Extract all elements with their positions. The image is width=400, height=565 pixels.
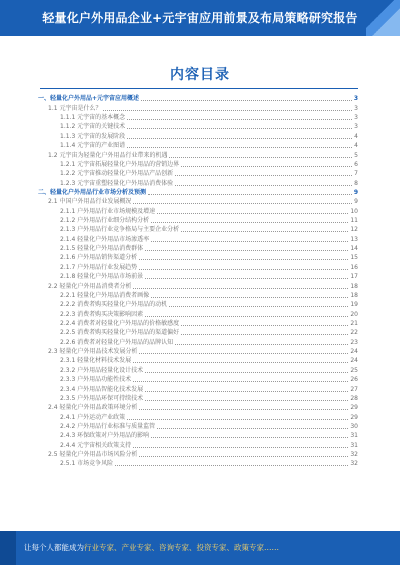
toc-entry-text: 2.4.2 户外用品行业标准与质量监管 — [60, 422, 156, 430]
toc-leader-dots — [181, 230, 348, 232]
toc-entry[interactable] — [38, 347, 358, 356]
toc-entry-page: 22 — [350, 329, 358, 337]
toc-leader-dots — [151, 221, 348, 223]
toc-entry[interactable] — [38, 150, 358, 159]
toc-leader-dots — [157, 427, 348, 429]
toc-entry-text: 2.1.5 轻量化户外用品消费群体 — [60, 245, 144, 253]
toc-entry-text: 2.4.3 环保政策对户外用品的影响 — [60, 432, 150, 440]
toc-leader-dots — [115, 464, 348, 466]
toc-entry[interactable] — [38, 309, 358, 318]
toc-entry-page: 7 — [354, 170, 358, 178]
toc-entry-page: 13 — [350, 235, 358, 243]
toc-entry[interactable] — [38, 253, 358, 262]
toc-entry-page: 24 — [350, 357, 358, 365]
toc-leader-dots — [175, 184, 352, 186]
toc-entry-page: 31 — [350, 441, 358, 449]
toc-entry-page: 21 — [350, 319, 358, 327]
toc-entry-text: 2.5.1 市场竞争风险 — [60, 460, 114, 468]
toc-entry-page: 3 — [354, 123, 358, 131]
toc-entry-page: 4 — [354, 142, 358, 150]
toc-entry[interactable] — [38, 328, 358, 337]
toc-entry-text: 2.2.5 消费者购买轻量化户外用品的渠道偏好 — [60, 329, 180, 337]
table-of-contents — [38, 94, 358, 468]
toc-entry[interactable] — [38, 244, 358, 253]
toc-entry-page: 10 — [350, 207, 358, 215]
toc-entry-text: 2.2.3 消费者购买决策影响因素 — [60, 310, 144, 318]
toc-leader-dots — [127, 146, 352, 148]
toc-entry[interactable] — [38, 225, 358, 234]
toc-leader-dots — [148, 193, 352, 195]
toc-entry[interactable] — [38, 394, 358, 403]
toc-entry-page: 19 — [350, 301, 358, 309]
toc-entry-text: 2.3.1 轻量化材料技术发展 — [60, 357, 132, 365]
toc-entry-page: 29 — [350, 404, 358, 412]
toc-entry-page: 5 — [354, 151, 358, 159]
toc-entry-text: 2.4 轻量化户外用品政策环境分析 — [48, 404, 138, 412]
toc-entry-page: 16 — [350, 263, 358, 271]
toc-entry[interactable] — [38, 319, 358, 328]
toc-leader-dots — [133, 361, 348, 363]
toc-entry-text: 1.1.1 元宇宙的基本概念 — [60, 114, 126, 122]
toc-entry-text: 2.2 轻量化户外用品消费者分析 — [48, 282, 132, 290]
toc-entry-page: 15 — [350, 254, 358, 262]
toc-entry-page: 6 — [354, 160, 358, 168]
footer-slogan — [24, 531, 279, 565]
toc-entry-page: 18 — [350, 282, 358, 290]
toc-entry-text: 1.1.4 元宇宙的产业图谱 — [60, 142, 126, 150]
toc-entry-text: 2.1.6 户外用品销售渠道分析 — [60, 254, 138, 262]
toc-leader-dots — [127, 137, 352, 139]
toc-leader-dots — [151, 436, 348, 438]
toc-entry[interactable] — [38, 440, 358, 449]
toc-entry-text: 2.1.7 户外用品行业发展趋势 — [60, 263, 138, 271]
toc-entry-page: 25 — [350, 366, 358, 374]
toc-entry[interactable] — [38, 272, 358, 281]
toc-entry-page: 9 — [353, 188, 358, 196]
toc-entry[interactable] — [38, 291, 358, 300]
toc-entry-page: 20 — [350, 310, 358, 318]
toc-entry-text: 2.3 轻量化户外用品技术发展分析 — [48, 348, 138, 356]
toc-entry[interactable] — [38, 356, 358, 365]
toc-entry-text: 2.1.3 户外用品行业竞争格局与主要企业分析 — [60, 226, 180, 234]
toc-leader-dots — [181, 165, 352, 167]
toc-entry-text: 2.2.2 消费者购买轻量化户外用品的动机 — [60, 301, 168, 309]
toc-entry-page: 3 — [354, 114, 358, 122]
toc-entry[interactable] — [38, 337, 358, 346]
toc-leader-dots — [151, 296, 348, 298]
toc-entry[interactable] — [38, 234, 358, 243]
toc-entry[interactable] — [38, 131, 358, 140]
report-title: 轻量化户外用品企业+元宇宙应用前景及布局策略研究报告 — [42, 11, 358, 25]
toc-leader-dots — [145, 315, 348, 317]
toc-entry[interactable] — [38, 178, 358, 187]
toc-leader-dots — [139, 455, 348, 457]
toc-entry-text: 二、轻量化户外用品行业市场分析及预测 — [38, 188, 147, 196]
toc-heading: 内容目录 — [170, 67, 230, 83]
toc-entry-page: 3 — [353, 95, 358, 103]
toc-entry[interactable] — [38, 281, 358, 290]
toc-entry-page: 31 — [350, 432, 358, 440]
toc-entry[interactable] — [38, 141, 358, 150]
toc-entry-page: 23 — [350, 338, 358, 346]
toc-entry-text: 2.2.4 消费者对轻量化户外用品的价格敏感度 — [60, 319, 180, 327]
toc-entry-page: 30 — [350, 422, 358, 430]
toc-leader-dots — [139, 258, 348, 260]
toc-entry-text: 2.4.4 元宇宙相关政策支持 — [60, 441, 132, 449]
toc-leader-dots — [133, 380, 348, 382]
toc-entry-text: 1.2.3 元宇宙重塑轻量化户外用品消费体验 — [60, 179, 174, 187]
toc-leader-dots — [169, 156, 352, 158]
toc-entry-text: 2.1.4 轻量化户外用品市场渗透率 — [60, 235, 150, 243]
toc-entry[interactable] — [38, 422, 358, 431]
toc-entry-text: 1.1 元宇宙是什么？ — [48, 104, 102, 112]
toc-leader-dots — [141, 99, 352, 101]
toc-entry-text: 2.3.5 户外用品环保可持续技术 — [60, 394, 144, 402]
toc-entry[interactable] — [38, 384, 358, 393]
toc-entry-text: 2.4.1 户外运动产业政策 — [60, 413, 126, 421]
toc-entry-page: 11 — [350, 217, 358, 225]
toc-leader-dots — [145, 249, 348, 251]
toc-entry-text: 2.2.1 轻量化户外用品消费者画像 — [60, 291, 150, 299]
toc-leader-dots — [127, 118, 352, 120]
toc-entry-text: 1.1.2 元宇宙的关键技术 — [60, 123, 126, 131]
toc-leader-dots — [133, 446, 348, 448]
toc-entry-text: 1.2.1 元宇宙拓展轻量化户外用品的营销边界 — [60, 160, 180, 168]
toc-entry-page: 9 — [354, 198, 358, 206]
toc-entry[interactable] — [38, 169, 358, 178]
toc-leader-dots — [127, 418, 348, 420]
toc-entry-page: 4 — [354, 132, 358, 140]
toc-entry[interactable] — [38, 403, 358, 412]
toc-entry-text: 1.2.2 元宇宙推动轻量化户外用品产品创新 — [60, 170, 174, 178]
toc-leader-dots — [103, 109, 352, 111]
toc-entry[interactable] — [38, 188, 358, 197]
toc-leader-dots — [145, 399, 348, 401]
toc-entry[interactable] — [38, 375, 358, 384]
toc-leader-dots — [145, 277, 348, 279]
toc-entry-page: 8 — [354, 179, 358, 187]
toc-leader-dots — [133, 202, 352, 204]
toc-entry-page: 32 — [350, 460, 358, 468]
toc-entry-text: 2.1 中国户外用品行业发展概况 — [48, 198, 132, 206]
toc-entry[interactable] — [38, 412, 358, 421]
toc-leader-dots — [181, 333, 348, 335]
toc-entry-page: 17 — [350, 273, 358, 281]
toc-entry-text: 1.1.3 元宇宙的发展阶段 — [60, 132, 126, 140]
toc-entry[interactable] — [38, 206, 358, 215]
header-banner — [0, 0, 400, 36]
toc-leader-dots — [175, 343, 348, 345]
toc-entry-page: 29 — [350, 413, 358, 421]
toc-entry-text: 2.3.2 户外用品轻量化设计技术 — [60, 366, 144, 374]
toc-entry[interactable] — [38, 113, 358, 122]
toc-leader-dots — [139, 352, 348, 354]
toc-entry-page: 32 — [350, 451, 358, 459]
footer-accent — [0, 531, 16, 565]
toc-entry-page: 24 — [350, 348, 358, 356]
toc-entry[interactable] — [38, 103, 358, 112]
toc-entry-text: 2.2.6 消费者对轻量化户外用品的品牌认知 — [60, 338, 174, 346]
toc-entry-page: 28 — [350, 394, 358, 402]
toc-entry[interactable] — [38, 197, 358, 206]
footer-banner — [0, 531, 400, 565]
toc-entry-page: 18 — [350, 291, 358, 299]
toc-divider — [40, 88, 358, 89]
toc-entry-text: 2.1.2 户外用品行业细分结构分析 — [60, 217, 150, 225]
toc-leader-dots — [181, 324, 348, 326]
toc-entry[interactable] — [38, 459, 358, 468]
toc-entry[interactable] — [38, 262, 358, 271]
toc-entry[interactable] — [38, 300, 358, 309]
toc-entry[interactable] — [38, 94, 358, 103]
toc-leader-dots — [151, 240, 348, 242]
toc-entry-text: 2.3.3 户外用品功能性技术 — [60, 376, 132, 384]
toc-leader-dots — [133, 287, 348, 289]
toc-leader-dots — [139, 408, 348, 410]
footer-slogan-lead: 让每个人都能成为 — [24, 543, 84, 552]
toc-entry[interactable] — [38, 431, 358, 440]
toc-entry[interactable] — [38, 160, 358, 169]
toc-entry-page: 12 — [350, 226, 358, 234]
toc-entry[interactable] — [38, 365, 358, 374]
toc-leader-dots — [175, 174, 352, 176]
toc-leader-dots — [139, 268, 348, 270]
footer-slogan-rest: 行业专家、产业专家、咨询专家、投资专家、政策专家…… — [84, 543, 279, 552]
toc-leader-dots — [145, 390, 348, 392]
toc-entry-page: 26 — [350, 376, 358, 384]
toc-entry-text: 2.5 轻量化户外用品市场风险分析 — [48, 451, 138, 459]
toc-entry-page: 3 — [354, 104, 358, 112]
toc-leader-dots — [169, 305, 348, 307]
toc-entry[interactable] — [38, 216, 358, 225]
toc-entry-text: 一、轻量化户外用品+元宇宙应用概述 — [38, 95, 140, 103]
toc-entry-text: 2.1.8 轻量化户外用品市场前景 — [60, 273, 144, 281]
toc-leader-dots — [127, 127, 352, 129]
toc-leader-dots — [157, 212, 348, 214]
toc-leader-dots — [145, 371, 348, 373]
toc-entry-text: 1.2 元宇宙为轻量化户外用品行业带来的机遇 — [48, 151, 168, 159]
toc-entry[interactable] — [38, 122, 358, 131]
toc-entry-text: 2.1.1 户外用品行业市场规模及增速 — [60, 207, 156, 215]
toc-entry[interactable] — [38, 450, 358, 459]
toc-entry-page: 14 — [350, 245, 358, 253]
toc-entry-text: 2.3.4 户外用品智能化技术发展 — [60, 385, 144, 393]
toc-entry-page: 27 — [350, 385, 358, 393]
